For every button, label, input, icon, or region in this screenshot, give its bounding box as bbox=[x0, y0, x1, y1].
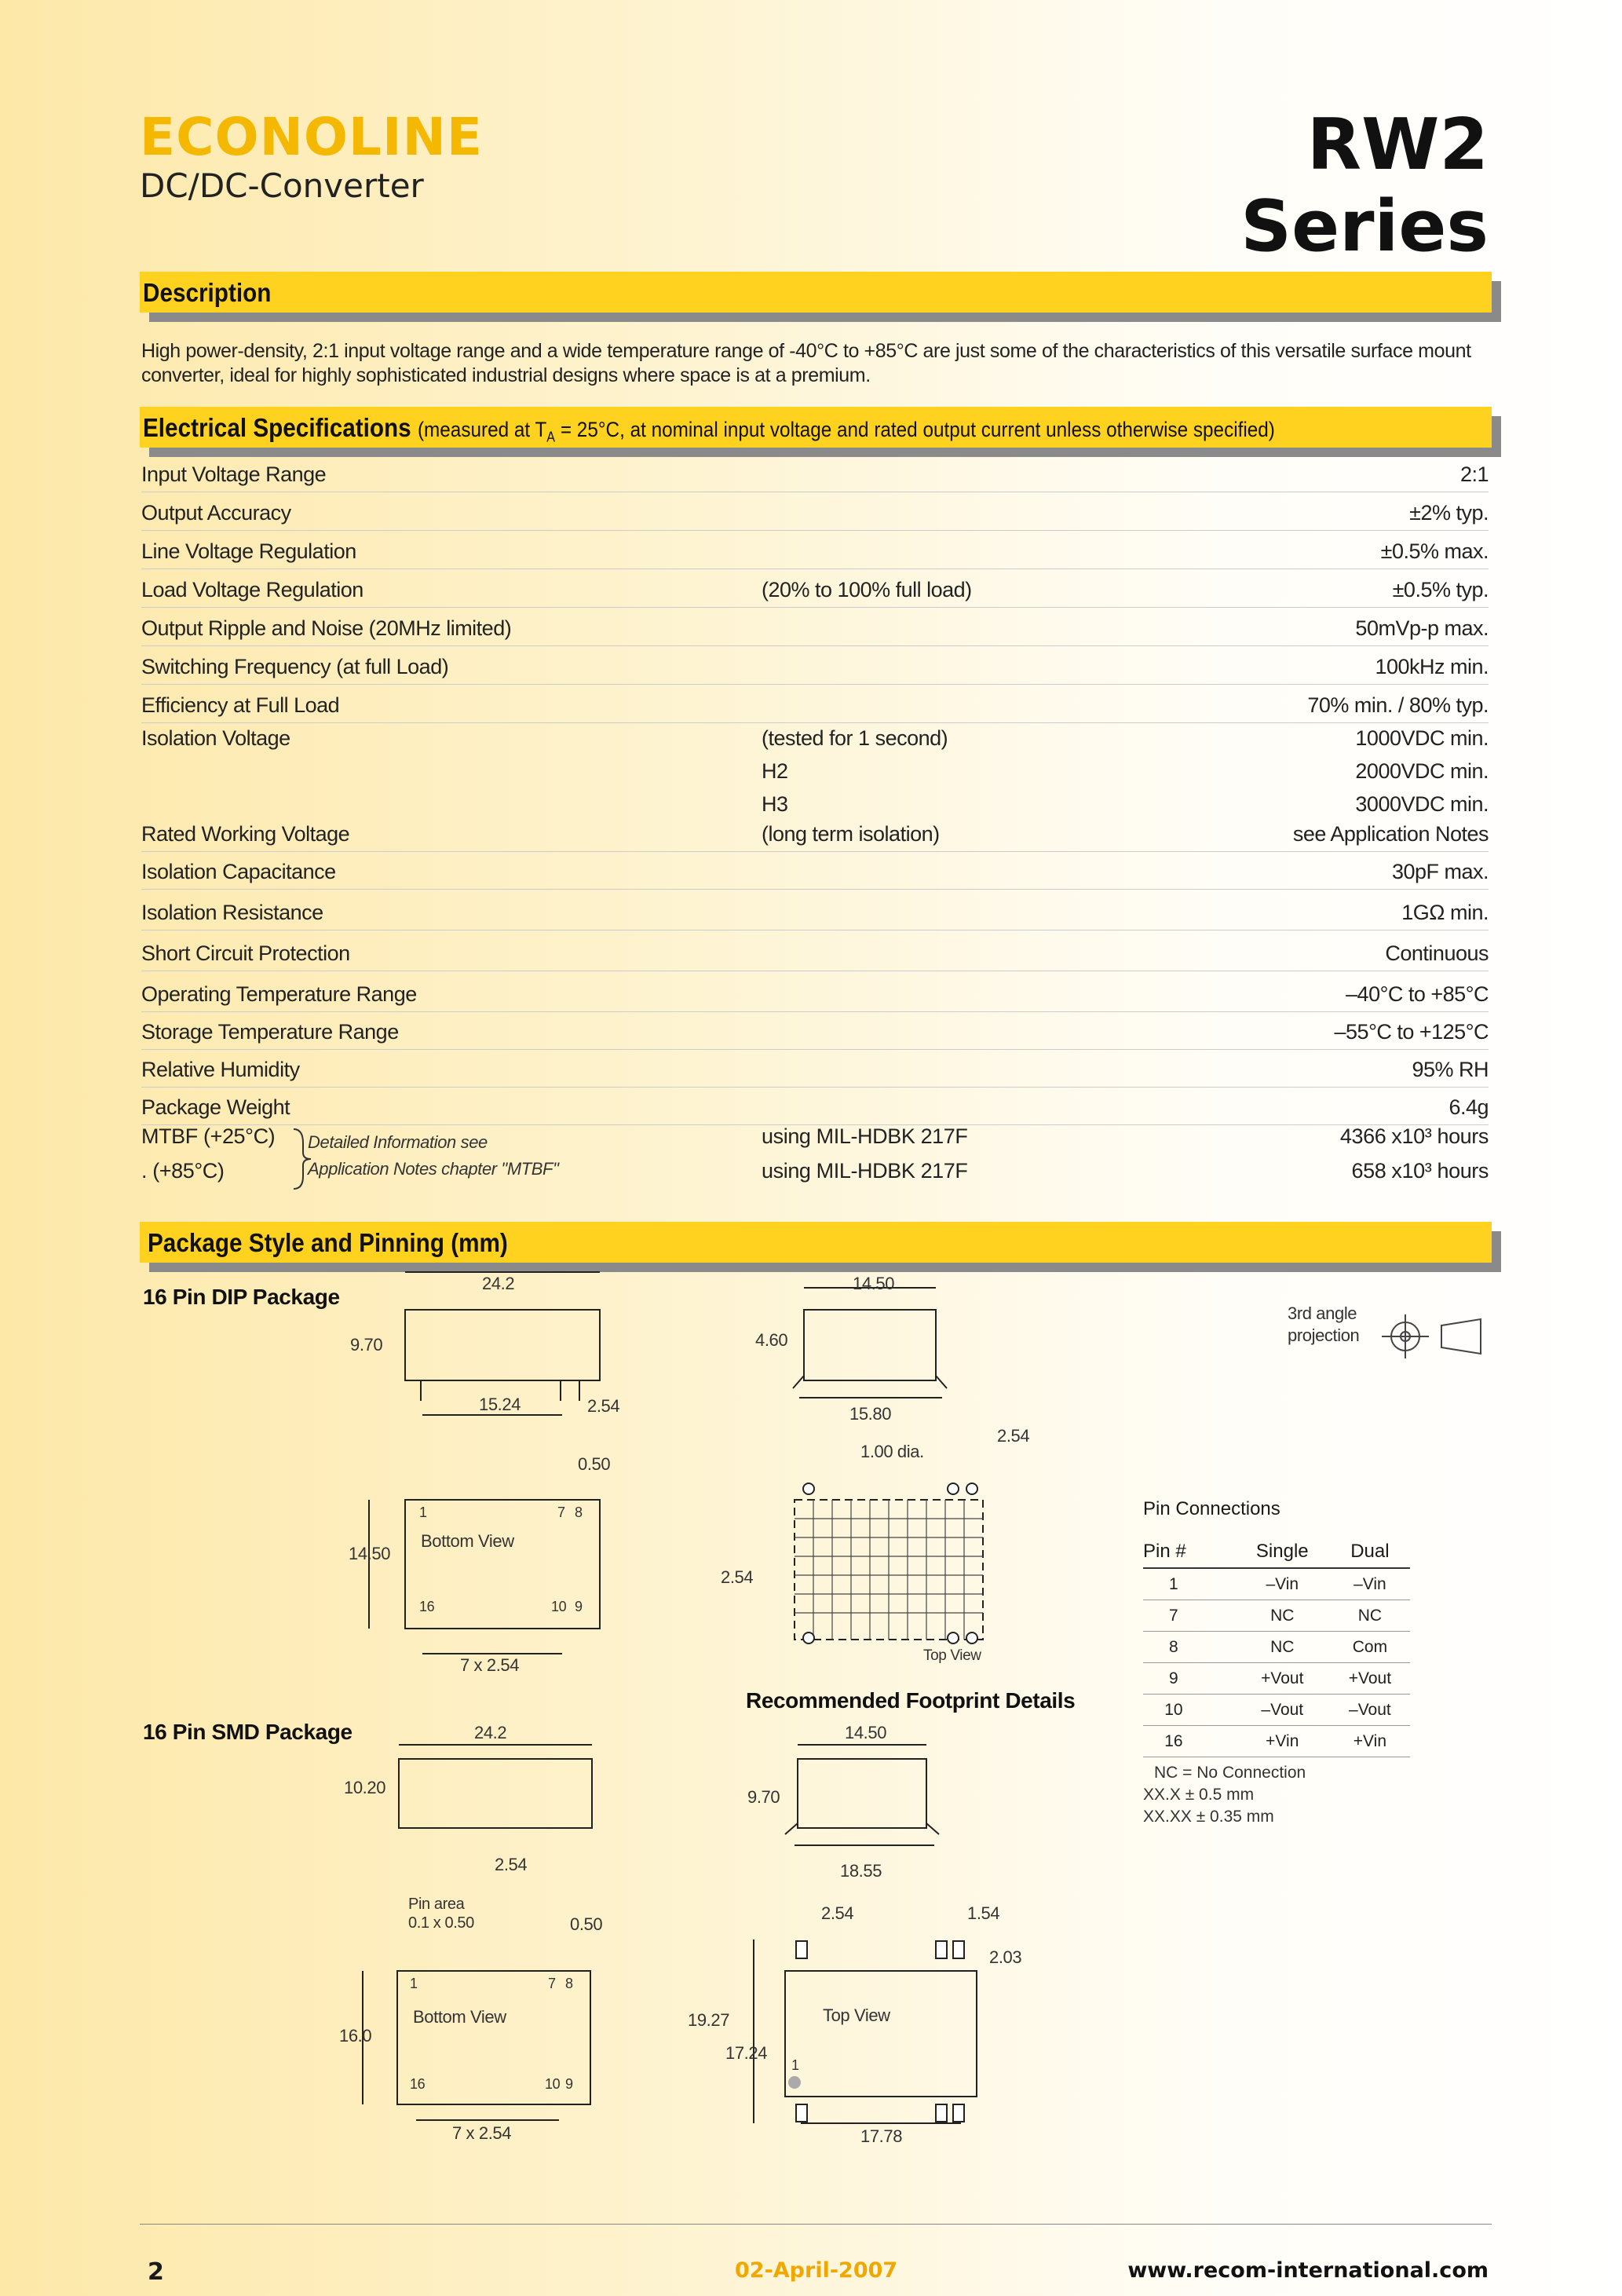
pin-label-1b: 1 bbox=[410, 1976, 418, 1991]
top-view-label-a: Top View bbox=[923, 1647, 981, 1664]
pin-header-dual: Dual bbox=[1330, 1536, 1410, 1568]
brand-title: ECONOLINE bbox=[140, 107, 483, 167]
package-title: Package Style and Pinning (mm) bbox=[148, 1228, 508, 1257]
bottom-view-label-b: Bottom View bbox=[413, 2007, 506, 2027]
spec-value: 70% min. / 80% typ. bbox=[1307, 693, 1489, 717]
spec-condition: (20% to 100% full load) bbox=[762, 578, 972, 601]
smd-front-body bbox=[798, 1759, 926, 1828]
spec-value: 6.4g bbox=[1448, 1095, 1489, 1119]
dim-7x2-54-a: 7 x 2.54 bbox=[460, 1655, 520, 1675]
pin-note-2: XX.X ± 0.5 mm bbox=[1143, 1786, 1255, 1804]
dim-17-24: 17.24 bbox=[725, 2043, 768, 2063]
pin-label-8a: 8 bbox=[575, 1504, 583, 1520]
pin-dual: –Vin bbox=[1330, 1568, 1410, 1600]
product-subtitle: DC/DC-Converter bbox=[140, 166, 424, 205]
pin-area-label-2: 0.1 x 0.50 bbox=[408, 1914, 474, 1932]
spec-value: 50mVp-p max. bbox=[1355, 616, 1489, 640]
pin-label-7b: 7 bbox=[548, 1976, 556, 1991]
dim-15-24: 15.24 bbox=[479, 1395, 521, 1414]
bottom-view-label-a: Bottom View bbox=[421, 1531, 514, 1551]
spec-param: Switching Frequency (at full Load) bbox=[141, 655, 449, 678]
dim-18-55: 18.55 bbox=[840, 1861, 882, 1881]
pin-number: 8 bbox=[1143, 1632, 1235, 1663]
spec-condition: (long term isolation) bbox=[762, 822, 940, 846]
pin-label-1c: 1 bbox=[791, 2057, 799, 2073]
dim-2-54-e: 2.54 bbox=[821, 1903, 854, 1923]
spec-param: Isolation Voltage bbox=[141, 726, 290, 750]
dim-2-54-a: 2.54 bbox=[587, 1396, 620, 1416]
pin-dual: NC bbox=[1330, 1600, 1410, 1632]
dim-16-0: 16.0 bbox=[339, 2026, 372, 2046]
pin-dual: –Vout bbox=[1330, 1695, 1410, 1726]
smd-footprint-body bbox=[785, 1971, 977, 2097]
dim-17-78: 17.78 bbox=[860, 2126, 903, 2146]
dim-15-80: 15.80 bbox=[849, 1404, 892, 1424]
pin-label-16b: 16 bbox=[410, 2076, 426, 2092]
pin-single: –Vout bbox=[1235, 1695, 1330, 1726]
pin-single: NC bbox=[1235, 1632, 1330, 1663]
spec-param: Short Circuit Protection bbox=[141, 941, 350, 965]
description-title: Description bbox=[143, 278, 272, 307]
pin-number: 7 bbox=[1143, 1600, 1235, 1632]
pin-notes bbox=[1143, 1762, 1410, 1828]
spec-param: Efficiency at Full Load bbox=[141, 693, 340, 717]
mtbf-value-1: 4366 x10³ hours bbox=[1339, 1124, 1489, 1148]
pin-area-label-1: Pin area bbox=[408, 1896, 465, 1913]
pin-row bbox=[1143, 1695, 1410, 1726]
footer-divider bbox=[140, 2224, 1492, 2225]
top-view-label-b: Top View bbox=[823, 2005, 890, 2025]
pin-row bbox=[1143, 1600, 1410, 1632]
pin-connections-title: Pin Connections bbox=[1143, 1498, 1280, 1519]
page-number: 2 bbox=[148, 2258, 164, 2286]
pin-number: 9 bbox=[1143, 1663, 1235, 1695]
dim-0-50-b: 0.50 bbox=[570, 1914, 603, 1934]
pin-label-10b: 10 bbox=[545, 2076, 561, 2092]
pin-number: 16 bbox=[1143, 1726, 1235, 1757]
dim-24-2-b: 24.2 bbox=[474, 1723, 507, 1742]
dim-14-50-b: 14.50 bbox=[853, 1274, 895, 1293]
pin-dual: Com bbox=[1330, 1632, 1410, 1663]
dim-2-54-c: 2.54 bbox=[721, 1567, 754, 1587]
mtbf-note-1: Detailed Information see bbox=[308, 1132, 488, 1152]
mtbf-cond-1: using MIL-HDBK 217F bbox=[762, 1124, 968, 1148]
pin-connections-table bbox=[1143, 1536, 1410, 1757]
pin-single: +Vin bbox=[1235, 1726, 1330, 1757]
spec-value: Continuous bbox=[1385, 941, 1489, 965]
spec-condition: (tested for 1 second) bbox=[762, 726, 948, 750]
pin-single: NC bbox=[1235, 1600, 1330, 1632]
dim-2-03: 2.03 bbox=[989, 1947, 1022, 1967]
dim-4-60: 4.60 bbox=[755, 1330, 788, 1350]
pin-label-9b: 9 bbox=[565, 2076, 573, 2092]
spec-value: 30pF max. bbox=[1391, 860, 1489, 883]
dip-side-body bbox=[405, 1310, 600, 1380]
spec-param: Isolation Resistance bbox=[141, 901, 323, 924]
footprint-title: Recommended Footprint Details bbox=[746, 1688, 1076, 1713]
dim-1-00: 1.00 dia. bbox=[860, 1442, 924, 1461]
pin-label-9a: 9 bbox=[575, 1599, 583, 1614]
pin-single: –Vin bbox=[1235, 1568, 1330, 1600]
footer-date: 02-April-2007 bbox=[735, 2258, 898, 2283]
pin-dual: +Vin bbox=[1330, 1726, 1410, 1757]
mtbf-note-2: Application Notes chapter "MTBF" bbox=[308, 1159, 559, 1179]
smd-bottom-body bbox=[397, 1971, 590, 2104]
dim-19-27: 19.27 bbox=[688, 2010, 730, 2030]
spec-value: 1000VDC min. bbox=[1355, 726, 1489, 750]
projection-label-1: 3rd angle bbox=[1288, 1303, 1357, 1323]
spec-value: 1GΩ min. bbox=[1401, 901, 1489, 924]
pin-connections bbox=[1143, 1498, 1410, 1828]
dim-1-54: 1.54 bbox=[967, 1903, 1000, 1923]
pin-label-16a: 16 bbox=[419, 1599, 435, 1614]
electrical-subtitle: (measured at $T_A = 25^\circ C$, at nominal input voltage and rated output current unless otherwise specified) bbox=[417, 418, 1275, 445]
spec-value: –40°C to +85°C bbox=[1346, 982, 1489, 1006]
pin-number: 10 bbox=[1143, 1695, 1235, 1726]
pin1-marker bbox=[788, 2076, 801, 2089]
spec-value: 95% RH bbox=[1412, 1058, 1489, 1081]
series-name: RW2 bbox=[1306, 104, 1489, 186]
mtbf-param-85: . (+85°C) bbox=[141, 1159, 225, 1183]
smd-title: 16 Pin SMD Package bbox=[143, 1720, 353, 1744]
smd-side-body bbox=[399, 1759, 592, 1828]
dim-2-54-d: 2.54 bbox=[495, 1855, 528, 1874]
dim-24-2: 24.2 bbox=[482, 1274, 515, 1293]
pin-row bbox=[1143, 1726, 1410, 1757]
pin-header-single: Single bbox=[1235, 1536, 1330, 1568]
spec-value: see Application Notes bbox=[1292, 822, 1489, 846]
spec-param: Isolation Capacitance bbox=[141, 860, 336, 883]
spec-param: Operating Temperature Range bbox=[141, 982, 417, 1006]
pin-header-pin: Pin # bbox=[1143, 1536, 1235, 1568]
dip-front-body bbox=[804, 1310, 936, 1380]
series-label: Series bbox=[1240, 185, 1489, 268]
dip-title: 16 Pin DIP Package bbox=[143, 1285, 340, 1309]
projection-icon bbox=[1382, 1314, 1481, 1358]
spec-value: ±0.5% typ. bbox=[1392, 578, 1489, 601]
spec-param: Input Voltage Range bbox=[141, 462, 327, 486]
dim-14-50-a: 14.50 bbox=[349, 1544, 391, 1563]
spec-condition: H2 bbox=[762, 759, 788, 783]
pin-row bbox=[1143, 1568, 1410, 1600]
dim-10-20: 10.20 bbox=[344, 1778, 386, 1797]
spec-value: ±2% typ. bbox=[1409, 501, 1489, 525]
spec-value: 100kHz min. bbox=[1375, 655, 1489, 678]
pin-label-7a: 7 bbox=[557, 1504, 565, 1520]
pin-dual: +Vout bbox=[1330, 1663, 1410, 1695]
spec-param: Line Voltage Regulation bbox=[141, 539, 356, 563]
pin-note-3: XX.XX ± 0.35 mm bbox=[1143, 1808, 1274, 1826]
dim-0-50-a: 0.50 bbox=[578, 1454, 611, 1474]
dim-7x2-54-b: 7 x 2.54 bbox=[452, 2123, 512, 2143]
dim-9-70-b: 9.70 bbox=[747, 1787, 780, 1807]
spec-param: Relative Humidity bbox=[141, 1058, 300, 1081]
dim-9-70: 9.70 bbox=[350, 1335, 383, 1355]
spec-param: Load Voltage Regulation bbox=[141, 578, 363, 601]
pin-note-1: NC = No Connection bbox=[1154, 1764, 1306, 1782]
mtbf-value-2: 658 x10³ hours bbox=[1351, 1159, 1489, 1183]
pin-label-10a: 10 bbox=[551, 1599, 567, 1614]
spec-param: Package Weight bbox=[141, 1095, 290, 1119]
spec-value: 2000VDC min. bbox=[1355, 759, 1489, 783]
mtbf-cond-2: using MIL-HDBK 217F bbox=[762, 1159, 968, 1183]
pin-row bbox=[1143, 1663, 1410, 1695]
projection-label-2: projection bbox=[1288, 1325, 1360, 1345]
spec-param: Output Ripple and Noise (20MHz limited) bbox=[141, 616, 512, 640]
pin-label-1a: 1 bbox=[419, 1504, 427, 1520]
spec-value: 3000VDC min. bbox=[1355, 792, 1489, 816]
pin-row bbox=[1143, 1632, 1410, 1663]
spec-value: –55°C to +125°C bbox=[1334, 1020, 1489, 1044]
pin-number: 1 bbox=[1143, 1568, 1235, 1600]
pin-single: +Vout bbox=[1235, 1663, 1330, 1695]
pin-label-8b: 8 bbox=[565, 1976, 573, 1991]
spec-value: 2:1 bbox=[1459, 462, 1489, 486]
description-text: High power-density, 2:1 input voltage range and a wide temperature range of -40°C to +85°C are just some of the characteristics of this versatile surface mount converter, ideal for highly sophisticated industrial designs where space is at a premium. bbox=[141, 340, 1471, 386]
mtbf-param-25: MTBF (+25°C) bbox=[141, 1124, 276, 1148]
dim-2-54-b: 2.54 bbox=[997, 1426, 1030, 1446]
dim-14-50-c: 14.50 bbox=[845, 1723, 887, 1742]
spec-param: Storage Temperature Range bbox=[141, 1020, 399, 1044]
spec-param: Rated Working Voltage bbox=[141, 822, 350, 846]
electrical-title-text: Electrical Specifications bbox=[143, 413, 411, 442]
spec-condition: H3 bbox=[762, 792, 788, 816]
spec-param: Output Accuracy bbox=[141, 501, 291, 525]
spec-value: ±0.5% max. bbox=[1380, 539, 1489, 563]
footer-url[interactable]: www.recom-international.com bbox=[1127, 2258, 1489, 2283]
